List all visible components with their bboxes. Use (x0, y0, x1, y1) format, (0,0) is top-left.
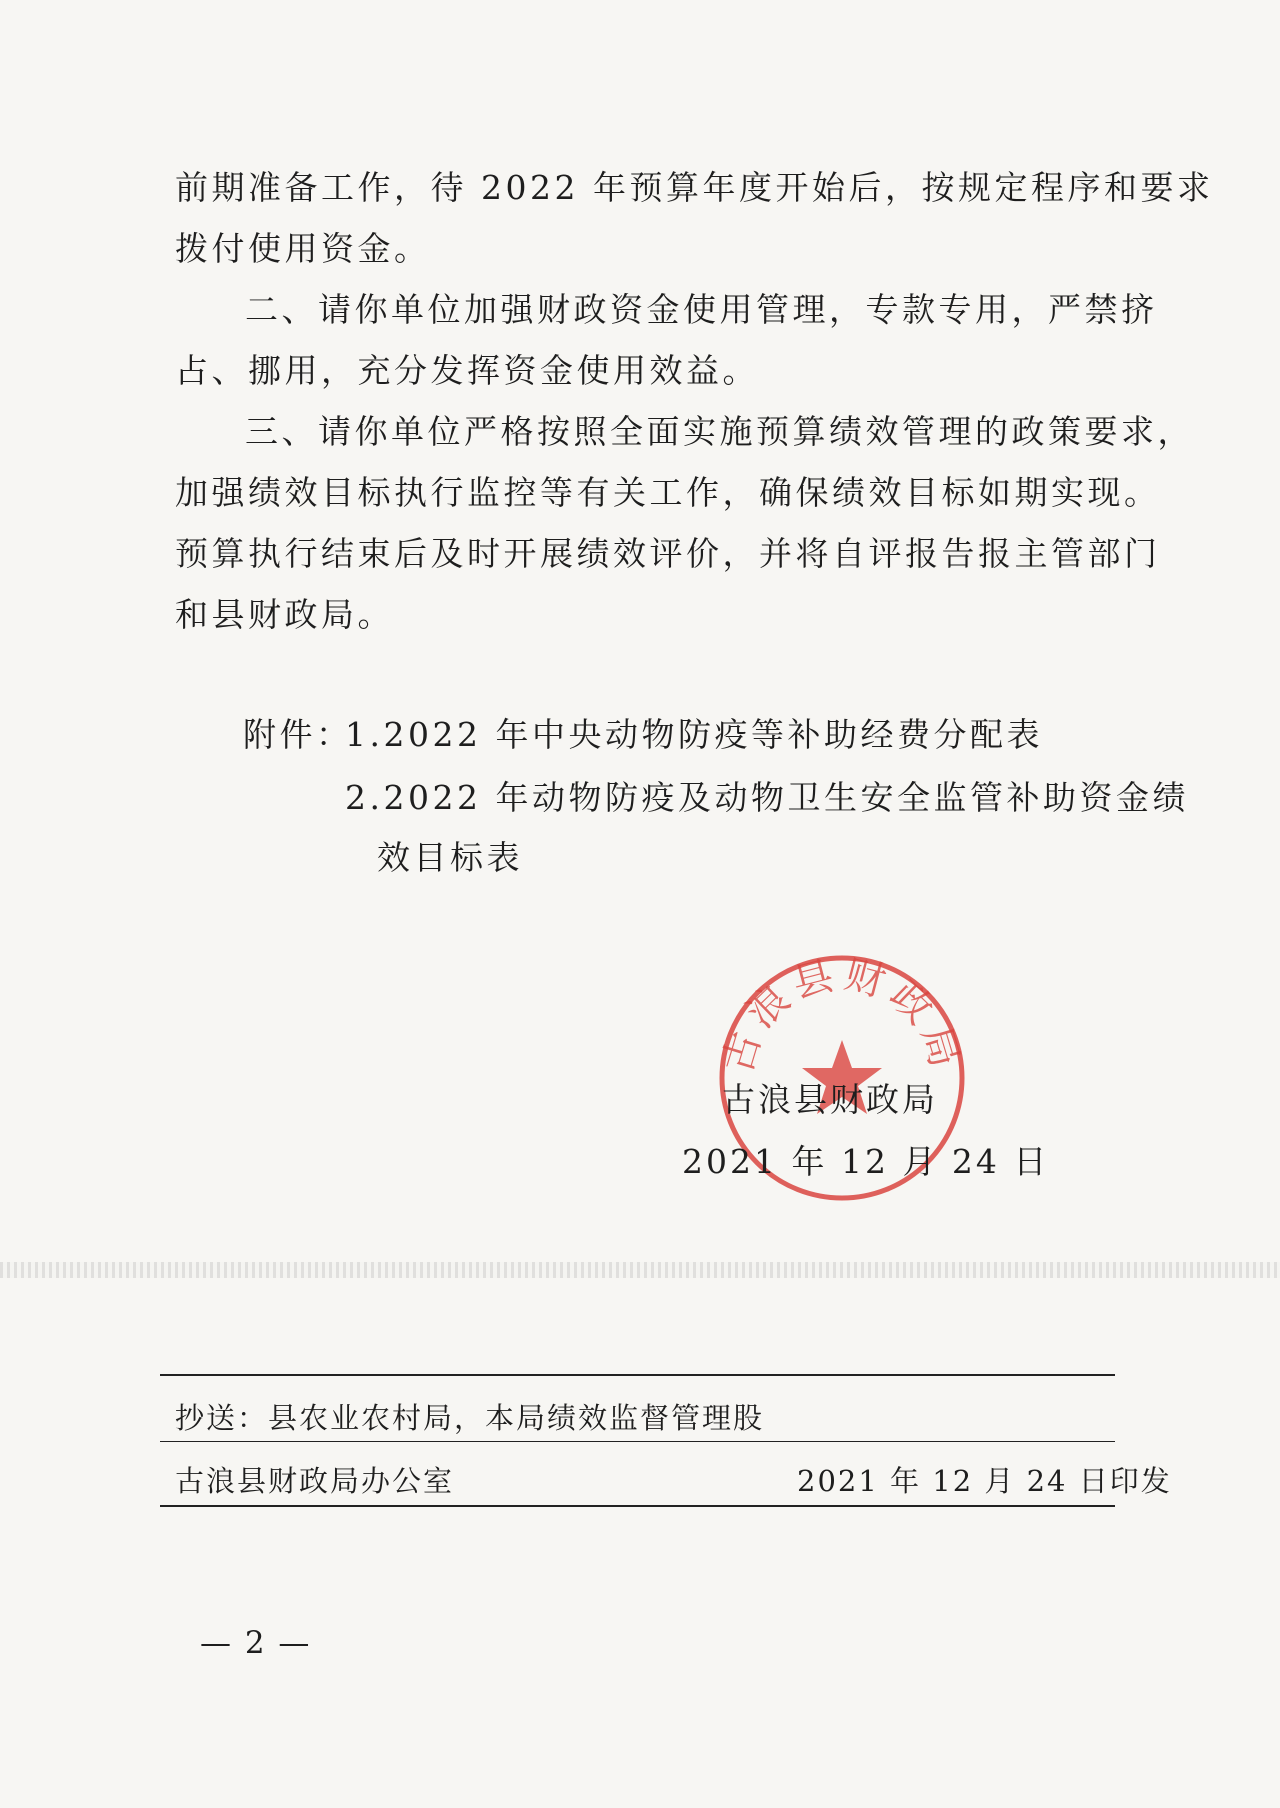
attachment-label: 附件： (243, 715, 353, 754)
seal-text: 古浪县财政局 (714, 951, 970, 1079)
scan-artifact (0, 1262, 1280, 1278)
body-line: 拨付使用资金。 (175, 229, 431, 268)
body-line: 前期准备工作，待 2022 年预算年度开始后，按规定程序和要求 (175, 168, 1214, 207)
print-date: 2021 年 12 月 24 日印发 (797, 1464, 1172, 1498)
footer-rule-bottom (160, 1505, 1115, 1507)
attachment-item-1: 1.2022 年中央动物防疫等补助经费分配表 (345, 715, 1043, 754)
footer-rule-top (160, 1374, 1115, 1376)
body-line: 三、请你单位严格按照全面实施预算绩效管理的政策要求， (245, 412, 1194, 451)
body-line: 二、请你单位加强财政资金使用管理，专款专用，严禁挤 (245, 290, 1158, 329)
attachment-item-2: 2.2022 年动物防疫及动物卫生安全监管补助资金绩 (345, 778, 1189, 817)
attachment-item-2-cont: 效目标表 (377, 838, 523, 877)
cc-line: 抄送：县农业农村局，本局绩效监督管理股 (175, 1401, 765, 1435)
body-line: 加强绩效目标执行监控等有关工作，确保绩效目标如期实现。 (175, 473, 1161, 512)
footer-rule-mid (160, 1441, 1115, 1442)
issuer-name: 古浪县财政局办公室 (175, 1464, 455, 1498)
signature-date: 2021 年 12 月 24 日 (682, 1142, 1050, 1181)
body-line: 占、挪用，充分发挥资金使用效益。 (175, 351, 759, 390)
body-line: 预算执行结束后及时开展绩效评价，并将自评报告报主管部门 (175, 534, 1161, 573)
signature-org: 古浪县财政局 (722, 1080, 938, 1119)
page-number: — 2 — (200, 1625, 312, 1661)
body-line: 和县财政局。 (175, 595, 394, 634)
